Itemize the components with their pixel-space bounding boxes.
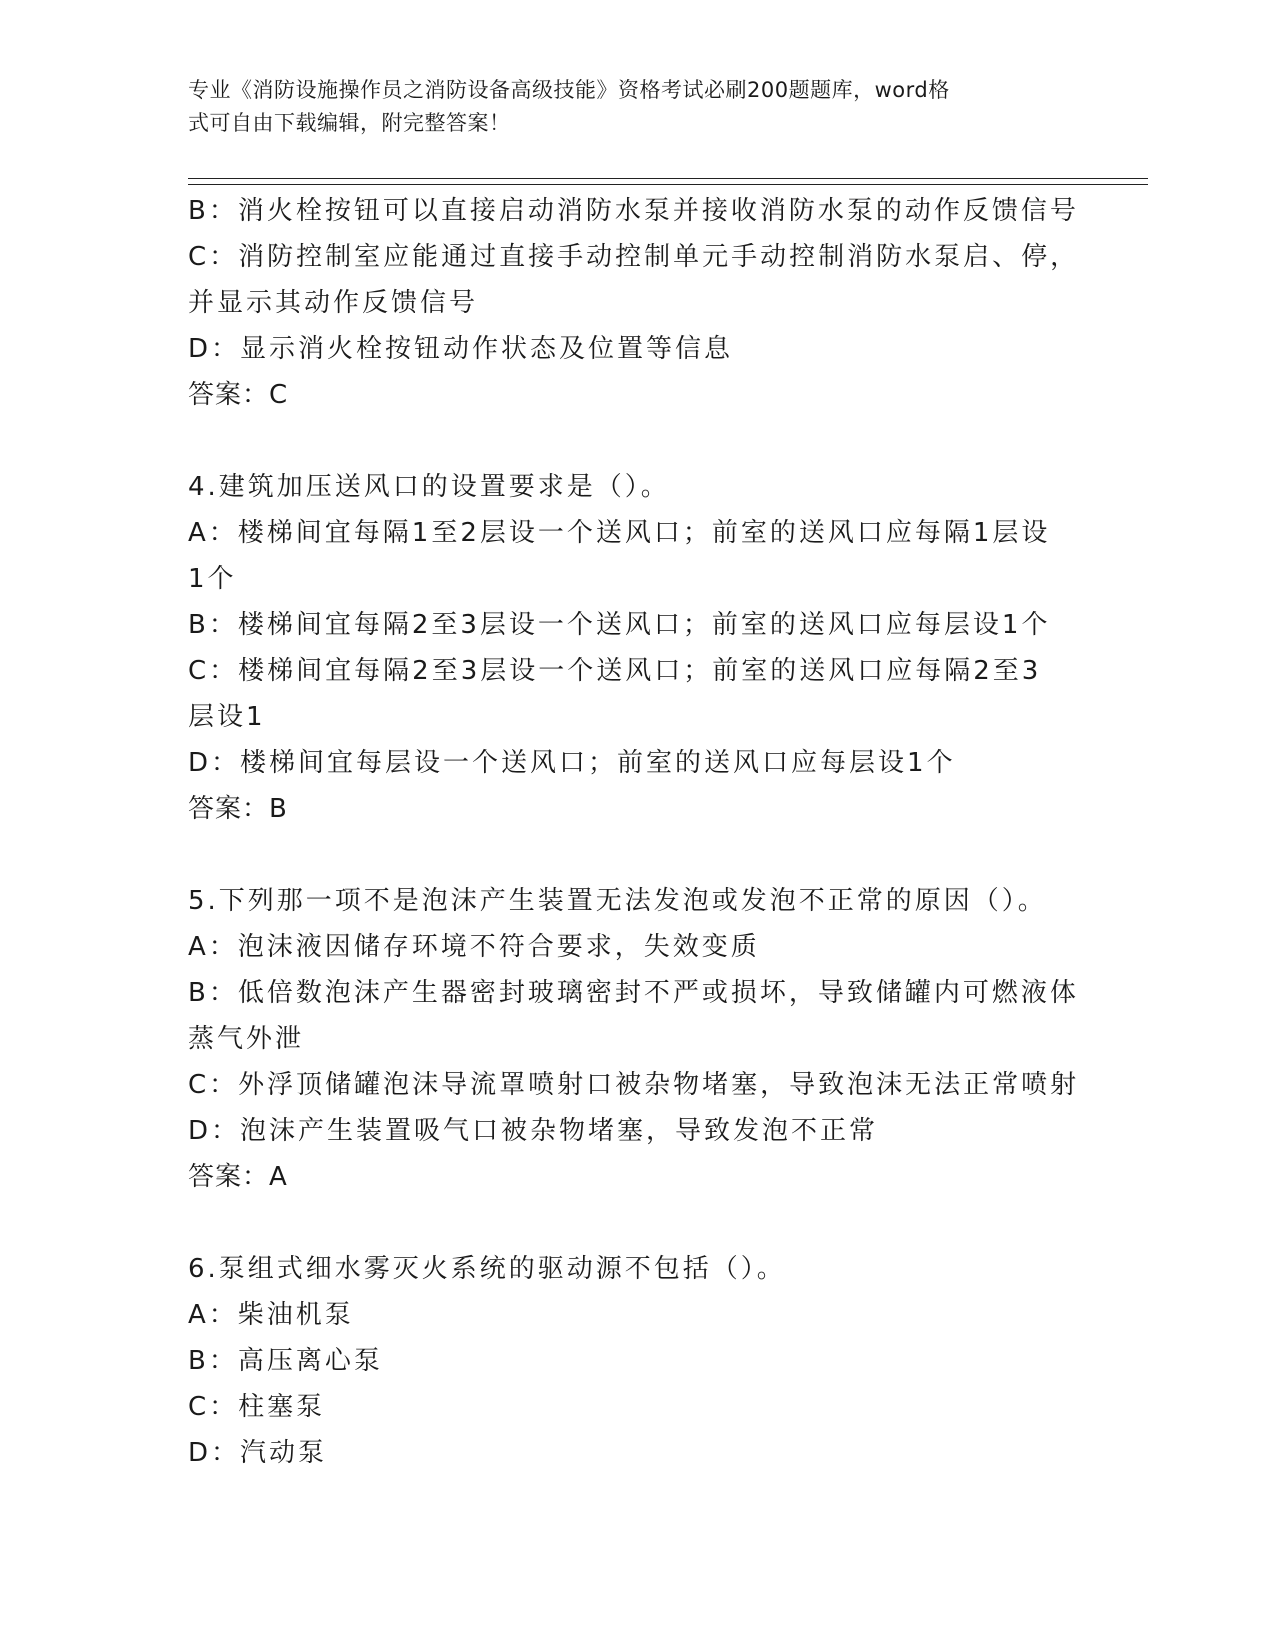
q5-option-b-line-1: B：低倍数泡沫产生器密封玻璃密封不严或损坏，导致储罐内可燃液体 (188, 978, 1079, 1008)
q4-option-a-line-1: A：楼梯间宜每隔1至2层设一个送风口；前室的送风口应每隔1层设 (188, 518, 1051, 548)
q3-option-d: D：显示消火栓按钮动作状态及位置等信息 (188, 334, 734, 364)
q5-title: 5.下列那一项不是泡沫产生装置无法发泡或发泡不正常的原因（）。 (188, 886, 1047, 916)
question-content (188, 188, 1078, 1476)
q5-option-a: A：泡沫液因储存环境不符合要求，失效变质 (188, 932, 760, 962)
q5-option-c: C：外浮顶储罐泡沫导流罩喷射口被杂物堵塞，导致泡沫无法正常喷射 (188, 1070, 1080, 1100)
spacer (188, 832, 1078, 878)
q6-option-c: C：柱塞泵 (188, 1392, 326, 1422)
q3-option-b: B：消火栓按钮可以直接启动消防水泵并接收消防水泵的动作反馈信号 (188, 196, 1079, 226)
q6-option-a: A：柴油机泵 (188, 1300, 354, 1330)
q5-answer: 答案：A (188, 1162, 288, 1192)
header-divider-bottom (188, 184, 1148, 185)
document-header (188, 74, 1068, 140)
header-divider-top (188, 178, 1148, 179)
question-3 (188, 188, 1078, 418)
q4-option-d: D：楼梯间宜每层设一个送风口；前室的送风口应每层设1个 (188, 748, 956, 778)
q4-option-c-line-2: 层设1 (188, 702, 266, 732)
q6-title: 6.泵组式细水雾灭火系统的驱动源不包括（）。 (188, 1254, 786, 1284)
question-5 (188, 878, 1078, 1200)
q4-title: 4.建筑加压送风口的设置要求是（）。 (188, 472, 670, 502)
header-line-2: 式可自由下载编辑，附完整答案！ (188, 111, 511, 135)
q6-option-d: D：汽动泵 (188, 1438, 328, 1468)
question-6 (188, 1246, 1078, 1476)
q3-answer: 答案：C (188, 380, 289, 410)
question-4 (188, 464, 1078, 832)
q4-option-a-line-2: 1个 (188, 564, 237, 594)
q5-option-b-line-2: 蒸气外泄 (188, 1024, 305, 1054)
spacer (188, 418, 1078, 464)
q3-option-c-line-2: 并显示其动作反馈信号 (188, 288, 479, 318)
q4-answer: 答案：B (188, 794, 288, 824)
q4-option-c-line-1: C：楼梯间宜每隔2至3层设一个送风口；前室的送风口应每隔2至3 (188, 656, 1042, 686)
q6-option-b: B：高压离心泵 (188, 1346, 383, 1376)
header-line-1: 专业《消防设施操作员之消防设备高级技能》资格考试必刷200题题库，word格 (188, 78, 950, 102)
q5-option-d: D：泡沫产生装置吸气口被杂物堵塞，导致发泡不正常 (188, 1116, 879, 1146)
q4-option-b: B：楼梯间宜每隔2至3层设一个送风口；前室的送风口应每层设1个 (188, 610, 1051, 640)
spacer (188, 1200, 1078, 1246)
q3-option-c-line-1: C：消防控制室应能通过直接手动控制单元手动控制消防水泵启、停， (188, 242, 1080, 272)
